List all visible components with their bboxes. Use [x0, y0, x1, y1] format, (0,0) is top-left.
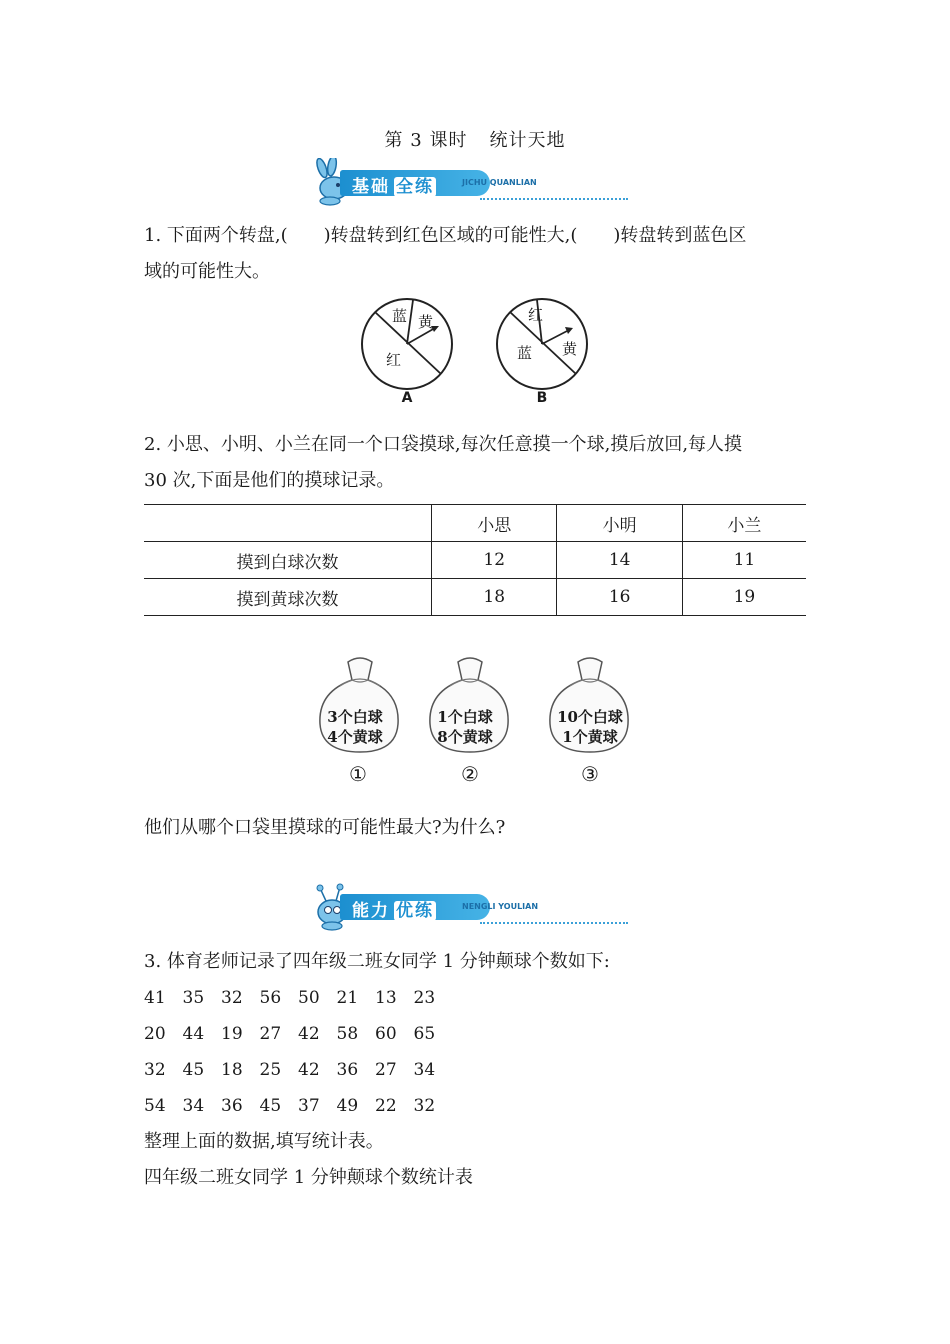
- bag-2-number: ②: [461, 762, 479, 786]
- data-value: 34: [413, 1060, 436, 1080]
- data-value: 41: [144, 988, 166, 1008]
- question-3-instruction: 整理上面的数据,填写统计表。: [144, 1131, 384, 1152]
- table-cell: 摸到白球次数: [236, 552, 339, 573]
- data-row: [144, 1052, 452, 1088]
- question-2: [144, 427, 814, 499]
- bag-1-number: ①: [349, 762, 367, 786]
- table-cell: 19: [682, 579, 806, 616]
- spinner-a-label-yellow: 黄: [418, 313, 434, 331]
- bag-1-yellow: 4个黄球: [327, 728, 383, 746]
- data-value: 42: [298, 1060, 320, 1080]
- data-value: 65: [413, 1024, 436, 1044]
- table-header-cell: 小明: [557, 505, 682, 542]
- bag-2-white: 1个白球: [437, 708, 493, 726]
- table-cell: 摸到黄球次数: [236, 589, 339, 610]
- data-value: 45: [182, 1060, 205, 1080]
- table-header-cell: 小兰: [682, 505, 806, 542]
- bag-3-white: 10个白球: [557, 708, 623, 726]
- section-banner-ability: [300, 882, 640, 930]
- table-header-cell: 小思: [432, 505, 557, 542]
- bag-3-label: [530, 707, 650, 747]
- banner-heading: [352, 896, 436, 921]
- spinner-a-label-red: 红: [386, 351, 402, 369]
- table-cell: 18: [432, 579, 557, 616]
- bag-3-yellow: 1个黄球: [562, 728, 618, 746]
- data-value: 36: [221, 1096, 243, 1116]
- table-header-cell: [144, 505, 432, 542]
- bag-2-label: [405, 707, 525, 747]
- data-value: 20: [144, 1024, 166, 1044]
- spinner-b-label-red: 红: [528, 306, 544, 324]
- section-banner-basic: [300, 158, 640, 206]
- question-2-line2: 30 次,下面是他们的摸球记录。: [144, 470, 395, 491]
- data-value: 23: [413, 988, 436, 1008]
- data-value: 60: [375, 1024, 397, 1044]
- question-2-ask: 他们从哪个口袋里摸球的可能性最大?为什么?: [144, 817, 506, 838]
- bag-3-number: ③: [581, 762, 599, 786]
- banner-heading-part1: 基础: [352, 177, 390, 197]
- spinner-b-label-yellow: 黄: [562, 340, 578, 358]
- bag-2-yellow: 8个黄球: [437, 728, 493, 746]
- data-value: 36: [336, 1060, 359, 1080]
- data-value: 27: [375, 1060, 397, 1080]
- table-row: [144, 542, 806, 579]
- data-value: 13: [375, 988, 397, 1008]
- banner-subtitle: NENGLI YOULIAN: [462, 902, 539, 911]
- banner-dotted-line: [480, 922, 628, 924]
- table-cell: 11: [682, 542, 806, 579]
- data-value: 42: [298, 1024, 320, 1044]
- question-1-line2: 域的可能性大。: [144, 261, 270, 282]
- draw-record-table: [144, 504, 806, 616]
- data-value: 44: [182, 1024, 205, 1044]
- question-2-line1: 2. 小思、小明、小兰在同一个口袋摸球,每次任意摸一个球,摸后放回,每人摸: [144, 434, 743, 455]
- question-3: 3. 体育老师记录了四年级二班女同学 1 分钟颠球个数如下:: [144, 951, 610, 972]
- data-value: 54: [144, 1096, 166, 1116]
- data-value: 45: [259, 1096, 282, 1116]
- spinner-a-label-blue: 蓝: [392, 307, 408, 325]
- question-1: [144, 218, 814, 290]
- banner-heading: [352, 172, 436, 197]
- page-title: [0, 126, 950, 152]
- spinner-b-label-blue: 蓝: [517, 344, 533, 362]
- banner-heading-part2: 优练: [396, 901, 434, 921]
- data-value: 35: [182, 988, 205, 1008]
- data-value: 58: [336, 1024, 359, 1044]
- bag-1-white: 3个白球: [327, 708, 383, 726]
- data-value: 49: [336, 1096, 359, 1116]
- data-value: 50: [298, 988, 320, 1008]
- table-cell: 12: [432, 542, 557, 579]
- data-row: [144, 1016, 452, 1052]
- data-value: 32: [144, 1060, 166, 1080]
- data-value: 19: [221, 1024, 243, 1044]
- data-value: 32: [413, 1096, 436, 1116]
- data-value: 25: [259, 1060, 282, 1080]
- table-row: [144, 579, 806, 616]
- data-value: 37: [298, 1096, 320, 1116]
- data-value: 21: [336, 988, 359, 1008]
- lesson-number: 第 3 课时: [384, 130, 468, 151]
- banner-heading-part1: 能力: [352, 901, 390, 921]
- data-row: [144, 980, 452, 1016]
- question-3-table-title: 四年级二班女同学 1 分钟颠球个数统计表: [144, 1167, 473, 1188]
- question-1-line1: 1. 下面两个转盘,( )转盘转到红色区域的可能性大,( )转盘转到蓝色区: [144, 225, 747, 246]
- banner-subtitle: JICHU QUANLIAN: [462, 178, 537, 187]
- lesson-topic: 统计天地: [489, 130, 566, 151]
- data-value: 18: [221, 1060, 243, 1080]
- spinner-a-caption: A: [401, 390, 413, 406]
- bag-1-label: [295, 707, 415, 747]
- table-cell: 14: [557, 542, 682, 579]
- table-cell: 16: [557, 579, 682, 616]
- data-row: [144, 1088, 452, 1124]
- banner-heading-part2: 全练: [396, 177, 434, 197]
- data-value: 22: [375, 1096, 397, 1116]
- table-header-row: [144, 505, 806, 542]
- data-value: 32: [221, 988, 243, 1008]
- data-value: 56: [259, 988, 282, 1008]
- spinner-b-caption: B: [536, 390, 548, 406]
- banner-dotted-line: [480, 198, 628, 200]
- data-value: 34: [182, 1096, 205, 1116]
- data-value: 27: [259, 1024, 282, 1044]
